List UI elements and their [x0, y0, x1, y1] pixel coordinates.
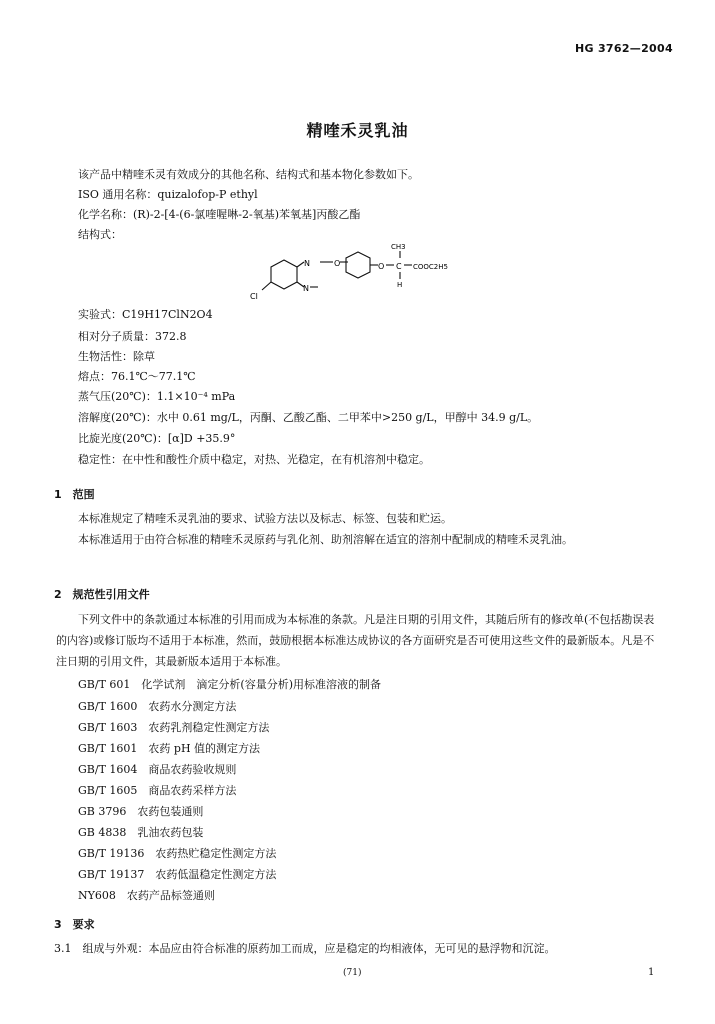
section-3-heading: 3 要求 [54, 918, 95, 931]
structural-formula [240, 240, 500, 310]
intro-lead: 该产品中精喹禾灵有效成分的其他名称、结构式和基本物化参数如下。 [78, 168, 419, 181]
section-3-item-1: 3.1 组成与外观：本品应由符合标准的原药加工而成，应是稳定的均相液体，无可见的悬浮物和沉淀。 [54, 942, 556, 955]
bioactivity: 生物活性：除草 [78, 350, 155, 363]
section-2-heading: 2 规范性引用文件 [54, 588, 150, 601]
page-number: 1 [648, 967, 655, 978]
reference-item: GB/T 1601 农药 pH 值的测定方法 [78, 742, 261, 755]
solubility: 溶解度(20℃)：水中 0.61 mg/L，丙酮、乙酸乙酯、二甲苯中>250 g/L，甲醇中 34.9 g/L。 [78, 411, 539, 424]
page-title: 精喹禾灵乳油 [306, 121, 409, 140]
reference-item: GB/T 1603 农药乳剂稳定性测定方法 [78, 721, 270, 734]
atom-o-left: O [334, 259, 341, 268]
structure-label: 结构式： [78, 228, 122, 241]
reference-item: GB/T 1600 农药水分测定方法 [78, 700, 237, 713]
reference-item: GB 4838 乳油农药包装 [78, 826, 204, 839]
molecular-weight: 相对分子质量：372.8 [78, 330, 187, 343]
melting-point: 熔点：76.1℃～77.1℃ [78, 370, 196, 383]
reference-item: GB/T 1604 商品农药验收规则 [78, 763, 237, 776]
atom-cl: Cl [250, 292, 258, 301]
reference-item: GB/T 601 化学试剂 滴定分析(容量分析)用标准溶液的制备 [78, 678, 381, 691]
reference-item: GB/T 1605 商品农药采样方法 [78, 784, 237, 797]
chemical-name: 化学名称：(R)-2-[4-(6-氯喹喔啉-2-氧基)苯氧基]丙酸乙酯 [78, 208, 361, 221]
atom-n-bottom: N [303, 284, 309, 293]
group-ch3: CH3 [391, 243, 406, 251]
section-1-heading: 1 范围 [54, 488, 95, 501]
section-1-paragraph-1: 本标准规定了精喹禾灵乳油的要求、试验方法以及标志、标签、包装和贮运。 [78, 512, 452, 525]
atom-h: H [397, 281, 403, 289]
empirical-formula: 实验式：C19H17ClN2O4 [78, 308, 213, 321]
atom-o-right: O [378, 262, 385, 271]
stability: 稳定性：在中性和酸性介质中稳定，对热、光稳定，在有机溶剂中稳定。 [78, 453, 430, 466]
reference-item: GB/T 19137 农药低温稳定性测定方法 [78, 868, 277, 881]
section-1-paragraph-2: 本标准适用于由符合标准的精喹禾灵原药与乳化剂、助剂溶解在适宜的溶剂中配制成的精喹禾灵乳油。 [78, 533, 573, 546]
iso-name: ISO 通用名称：quizalofop-P ethyl [78, 188, 258, 201]
section-2-paragraph-1: 下列文件中的条款通过本标准的引用而成为本标准的条款。凡是注日期的引用文件，其随后所有的修改单(不包括勘误表的内容)或修订版均不适用于本标准，然而，鼓励根据本标准达成协议的各方面研究是否可使用这些文件的最新版本。凡是不注日期的引用文件，其最新版本适用于本标准。 [56, 613, 655, 668]
reference-item: NY608 农药产品标签通则 [78, 889, 215, 902]
reference-item: GB 3796 农药包装通则 [78, 805, 204, 818]
standard-number: HG 3762—2004 [575, 42, 673, 55]
page-number-inner: (71) [343, 968, 362, 978]
group-cooc2h5: COOC2H5 [413, 263, 448, 271]
atom-c: C [396, 262, 402, 271]
optical-rotation: 比旋光度(20℃)：[α]D +35.9° [78, 432, 236, 445]
atom-n-top: N [304, 259, 310, 268]
reference-item: GB/T 19136 农药热贮稳定性测定方法 [78, 847, 277, 860]
vapor-pressure: 蒸气压(20℃)：1.1×10⁻⁴ mPa [78, 390, 236, 403]
